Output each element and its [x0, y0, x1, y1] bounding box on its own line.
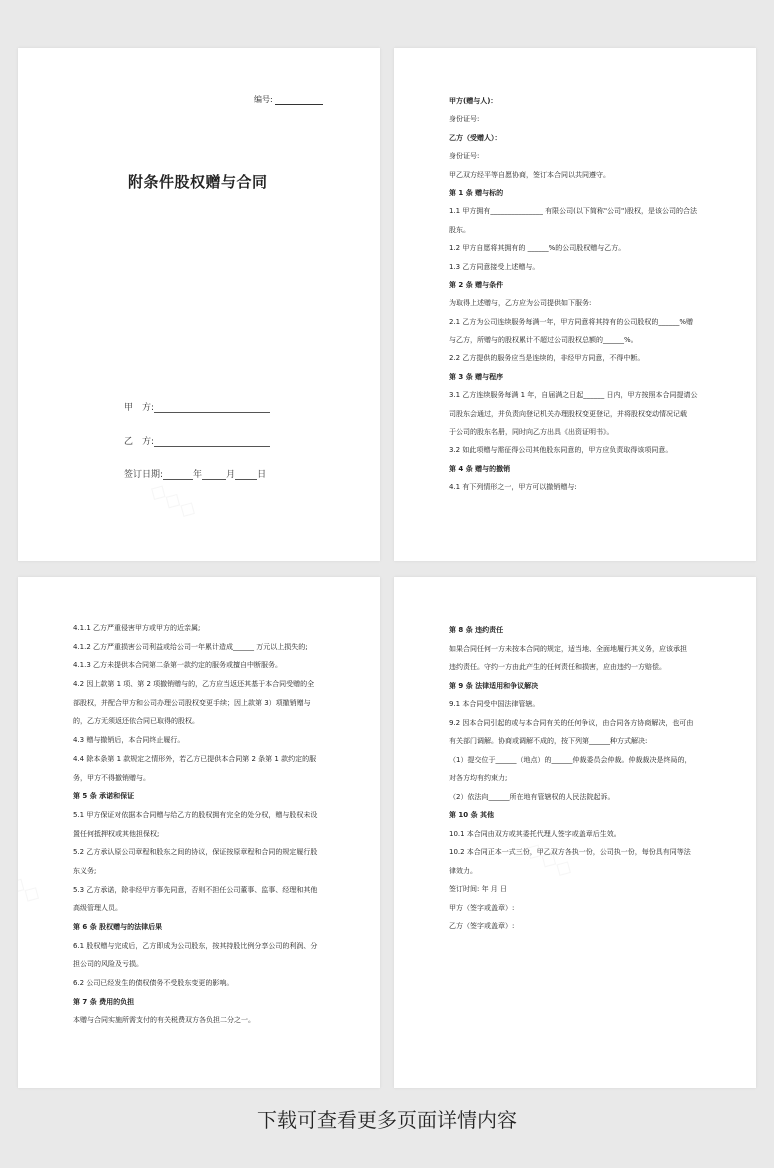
party-a-label: 甲 方:: [124, 403, 155, 413]
clause-line: 股东。: [449, 225, 470, 234]
year-blank: [163, 469, 193, 480]
contract-number: [254, 94, 323, 105]
clause-line: 4.1.3 乙方未提供本合同第二条第一款约定的服务或擅自中断服务。: [73, 661, 283, 670]
party-b-label: 乙 方:: [124, 437, 155, 447]
clause-line: 违约责任。守约一方由此产生的任何责任和损害，应由违约一方赔偿。: [449, 663, 666, 671]
clause-line: 签订时间: 年 月 日: [449, 885, 508, 893]
clause-line: 2.2 乙方提供的服务应当是连续的，非经甲方同意，不得中断。: [449, 354, 645, 363]
clause-line: 5.2 乙方承认原公司章程和股东之间的协议，保证按原章程和合同的规定履行股: [73, 848, 318, 857]
clause-line: 3.2 如此项赠与需征得公司其他股东同意的，甲方应负责取得该项同意。: [449, 446, 673, 455]
section-heading: 第 5 条 承诺和保证: [73, 792, 135, 801]
clause-line: 本赠与合同实施所需支付的有关税费双方各负担二分之一。: [73, 1016, 255, 1025]
contract-number-blank: [275, 95, 323, 105]
section-heading: 第 6 条 股权赠与的法律后果: [73, 923, 163, 931]
clause-line: 1.2 甲方自愿将其拥有的 ______%的公司股权赠与乙方。: [449, 244, 626, 253]
clause-line: 4.4 除本条第 1 款规定之情形外，若乙方已提供本合同第 2 条第 1 款约定的服: [73, 754, 317, 763]
clause-line: 3.1 乙方连续服务每满 1 年，自届满之日起______ 日内，甲方按照本合同提请公: [449, 391, 698, 400]
clause-line: 如果合同任何一方未按本合同的规定，适当地、全面地履行其义务，应该承担: [449, 644, 687, 653]
section-heading: 第 1 条 赠与标的: [449, 188, 504, 197]
cover-page: [18, 48, 380, 561]
clause-line: 高级管理人员。: [73, 904, 122, 913]
party-a-line: [124, 400, 270, 413]
clause-line: 4.3 赠与撤销后，本合同终止履行。: [73, 736, 185, 745]
clause-line: 10.1 本合同由双方或其委托代理人签字或盖章后生效。: [449, 829, 621, 838]
contract-page-3: [18, 577, 380, 1088]
page-3-text: [73, 624, 329, 1035]
clause-line: 5.3 乙方承诺，除非经甲方事先同意，否则不担任公司董事、监事、经理和其他: [73, 885, 318, 894]
month-blank: [202, 469, 226, 480]
clause-line: 9.2 因本合同引起的或与本合同有关的任何争议，由合同各方协商解决，也可由: [449, 718, 694, 727]
contract-page-2: [394, 48, 756, 561]
clause-line: 司股东会通过，并负责向登记机关办理股权变更登记，并将股权变动情况记载: [449, 409, 687, 418]
clause-line: 律效力。: [449, 866, 477, 875]
month-label: 月: [226, 470, 236, 480]
watermark-graphic: [145, 477, 201, 524]
party-a-blank: [154, 402, 270, 413]
contract-page-4: [394, 577, 756, 1088]
clause-line: 2.1 乙方为公司连续服务每满一年，甲方同意将其持有的公司股权的______%赠: [449, 317, 694, 326]
clause-line: 4.2 因上款第 1 项、第 2 项撤销赠与的，乙方应当返还其基于本合同受赠的全: [73, 680, 315, 689]
clause-line: （1）提交位于______（地点）的______仲裁委员会仲裁。仲裁裁决是终局的，: [449, 755, 692, 764]
clause-line: 务，甲方不得撤销赠与。: [73, 773, 150, 782]
sign-date-line: [124, 467, 266, 480]
clause-line: 部股权，并配合甲方和公司办理公司股权变更手续；因上款第 3）项撤销赠与: [73, 698, 311, 707]
clause-line: 的，乙方无须返还依合同已取得的股权。: [73, 717, 199, 726]
section-heading: 甲方(赠与人)：: [449, 97, 498, 105]
clause-line: 身份证号:: [449, 152, 480, 161]
section-heading: 第 7 条 费用的负担: [73, 997, 135, 1006]
clause-line: 1.1 甲方拥有_______________ 有限公司(以下简称"公司")股权，是该公司的合法: [449, 207, 697, 216]
contract-title: 附条件股权赠与合同: [128, 173, 268, 191]
clause-line: 身份证号:: [449, 115, 480, 124]
clause-line: 4.1.2 乙方严重损害公司利益或给公司一年累计造成______ 万元以上损失的;: [73, 642, 308, 651]
contract-number-label: 编号:: [254, 95, 273, 104]
section-heading: 第 8 条 违约责任: [449, 626, 504, 634]
clause-line: 为取得上述赠与，乙方应为公司提供如下服务:: [449, 299, 592, 308]
clause-line: 对各方均有约束力;: [449, 774, 508, 782]
clause-line: 与乙方，所赠与的股权累计不超过公司股权总额的______%。: [449, 336, 638, 345]
clause-line: 甲方（签字或盖章）:: [449, 903, 515, 912]
clause-line: 于公司的股东名册，同时向乙方出具《出资证明书》。: [449, 428, 614, 437]
clause-line: 乙方（签字或盖章）:: [449, 922, 515, 930]
clause-line: 6.2 公司已经发生的债权债务不受股东变更的影响。: [73, 979, 234, 988]
clause-line: （2）依法向______所在地有管辖权的人民法院起诉。: [449, 792, 615, 801]
clause-line: 东义务;: [73, 866, 97, 875]
clause-line: 担公司的风险及亏损。: [73, 960, 143, 969]
clause-line: 1.3 乙方同意接受上述赠与。: [449, 262, 540, 271]
clause-line: 10.2 本合同正本一式三份，甲乙双方各执一份，公司执一份，每份具有同等法: [449, 848, 691, 856]
sign-date-label: 签订日期:: [124, 470, 164, 480]
party-b-blank: [154, 436, 270, 447]
section-heading: 第 3 条 赠与程序: [449, 372, 504, 381]
clause-line: 9.1 本合同受中国法律管辖。: [449, 700, 540, 708]
section-heading: 第 9 条 法律适用和争议解决: [449, 681, 539, 690]
year-label: 年: [193, 470, 203, 480]
section-heading: 第 4 条 赠与的撤销: [449, 464, 511, 473]
party-b-line: [124, 434, 270, 447]
clause-line: 有关部门调解。协商或调解不成的，按下列第______种方式解决:: [449, 737, 648, 745]
clause-line: 5.1 甲方保证对依据本合同赠与给乙方的股权拥有完全的处分权，赠与股权未设: [73, 810, 318, 819]
clause-line: 4.1 有下列情形之一，甲方可以撤销赠与:: [449, 483, 577, 492]
section-heading: 第 10 条 其他: [449, 811, 495, 819]
clause-line: 4.1.1 乙方严重侵害甲方或甲方的近亲属;: [73, 624, 201, 632]
day-label: 日: [257, 470, 267, 480]
day-blank: [235, 469, 257, 480]
page-2-text: [449, 97, 705, 502]
section-heading: 乙方（受赠人）：: [449, 133, 502, 142]
clause-line: 甲乙双方经平等自愿协商，签订本合同以共同遵守。: [449, 170, 610, 179]
clause-line: 6.1 股权赠与完成后，乙方即成为公司股东，按其持股比例分享公司的利润、分: [73, 941, 318, 950]
download-more-banner: 下载可查看更多页面详情内容: [257, 1108, 517, 1132]
section-heading: 第 2 条 赠与条件: [449, 280, 504, 289]
clause-line: 置任何抵押权或其他担保权;: [73, 829, 160, 838]
watermark-graphic: [18, 870, 46, 909]
page-4-text: [449, 626, 705, 941]
